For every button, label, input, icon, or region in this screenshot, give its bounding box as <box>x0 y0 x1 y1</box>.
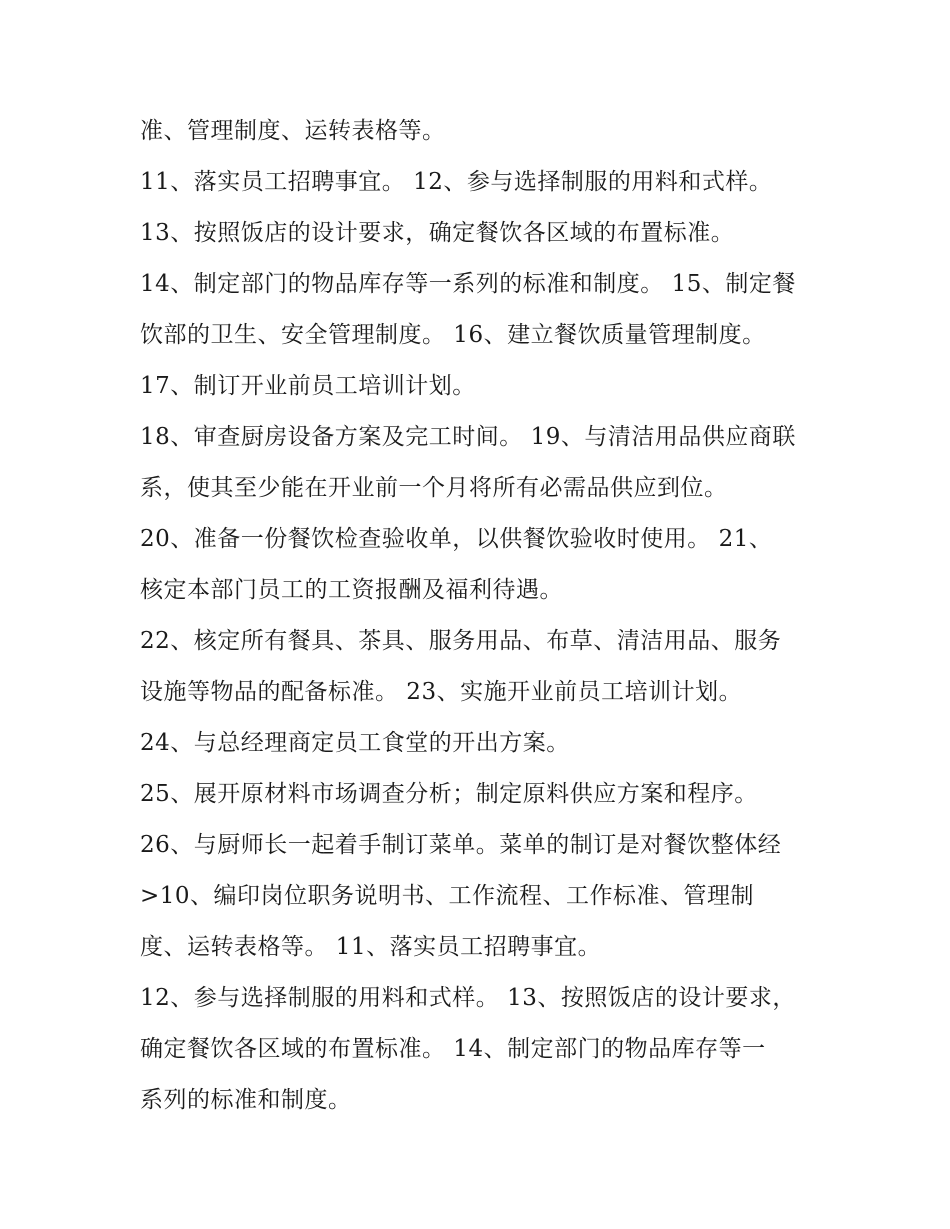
text-line: 24、与总经理商定员工食堂的开出方案。 <box>140 730 570 756</box>
text-line: >10、编印岗位职务说明书、工作流程、工作标准、管理制 <box>140 883 755 909</box>
text-line: 14、制定部门的物品库存等一系列的标准和制度。 15、制定餐 <box>140 271 796 297</box>
text-line: 度、运转表格等。 11、落实员工招聘事宜。 <box>140 934 602 960</box>
text-line: 饮部的卫生、安全管理制度。 16、建立餐饮质量管理制度。 <box>140 322 766 348</box>
text-line: 22、核定所有餐具、茶具、服务用品、布草、清洁用品、服务 <box>140 628 782 654</box>
text-line: 18、审查厨房设备方案及完工时间。 19、与清洁用品供应商联 <box>140 424 796 450</box>
text-line: 17、制订开业前员工培训计划。 <box>140 373 476 399</box>
text-line: 12、参与选择制服的用料和式样。 13、按照饭店的设计要求， <box>140 985 796 1011</box>
document-body <box>140 106 840 1126</box>
text-line: 13、按照饭店的设计要求，确定餐饮各区域的布置标准。 <box>140 220 735 246</box>
text-line: 20、准备一份餐饮检查验收单，以供餐饮验收时使用。 21、 <box>140 526 773 552</box>
text-line: 系，使其至少能在开业前一个月将所有必需品供应到位。 <box>140 475 728 501</box>
text-line: 设施等物品的配备标准。 23、实施开业前员工培训计划。 <box>140 679 743 705</box>
text-line: 系列的标准和制度。 <box>140 1087 352 1113</box>
text-line: 26、与厨师长一起着手制订菜单。菜单的制订是对餐饮整体经 <box>140 832 782 858</box>
text-line: 核定本部门员工的工资报酬及福利待遇。 <box>140 577 563 603</box>
text-line: 确定餐饮各区域的布置标准。 14、制定部门的物品库存等一 <box>140 1036 766 1062</box>
text-line: 25、展开原材料市场调查分析；制定原料供应方案和程序。 <box>140 781 758 807</box>
text-line: 准、管理制度、运转表格等。 <box>140 118 446 144</box>
text-line: 11、落实员工招聘事宜。 12、参与选择制服的用料和式样。 <box>140 169 773 195</box>
